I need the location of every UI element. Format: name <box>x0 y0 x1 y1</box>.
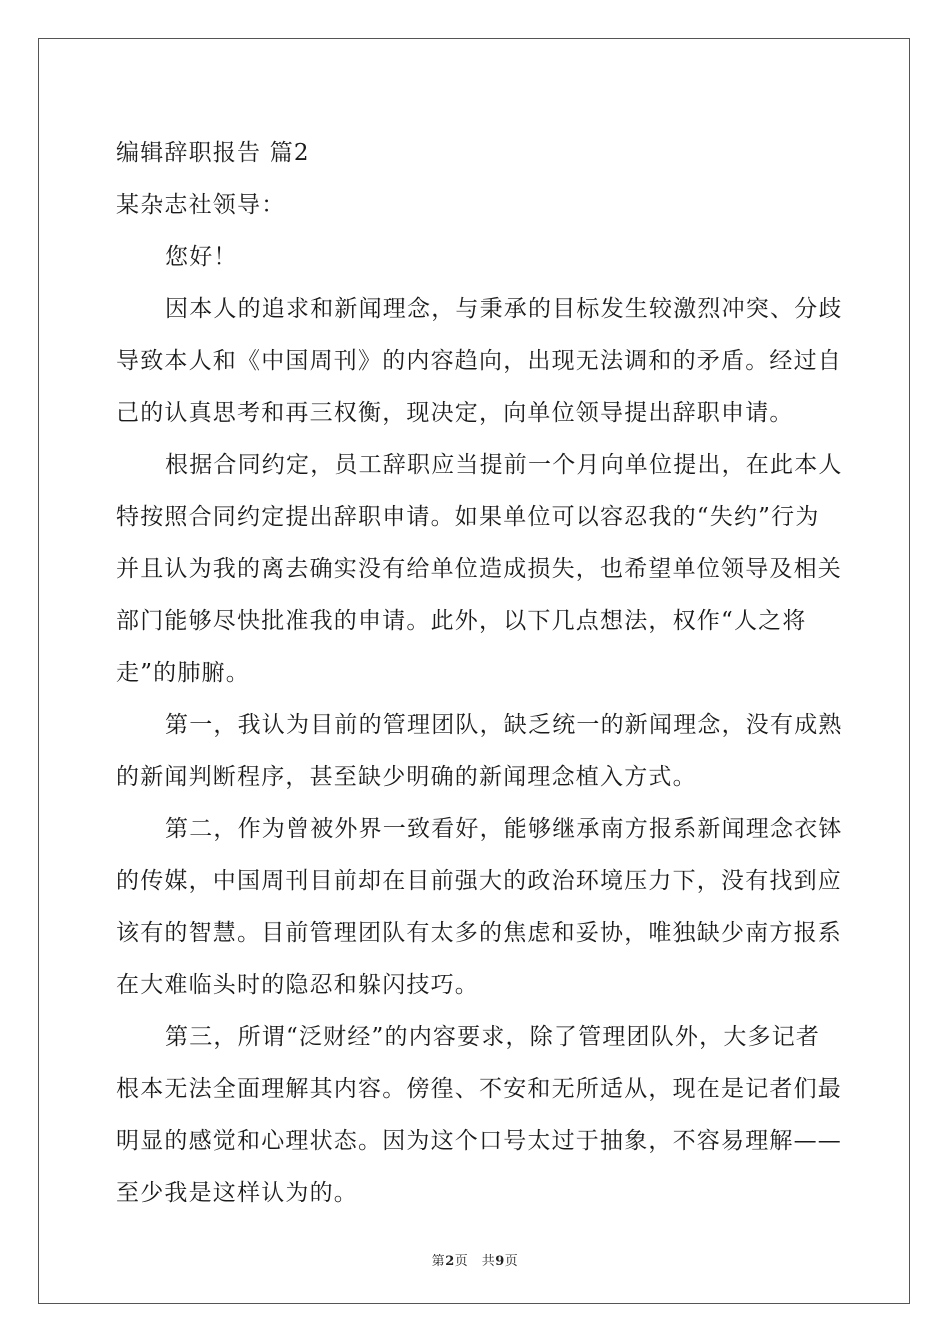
page-footer <box>0 1250 950 1269</box>
current-page-number: 2 <box>445 1254 455 1269</box>
paragraph-4 <box>116 803 843 1011</box>
paragraph-line: 因本人的追求和新闻理念，与秉承的目标发生较激烈冲突、分歧 <box>165 296 843 322</box>
salutation: 某杂志社领导： <box>116 192 286 218</box>
paragraph-line: 明显的感觉和心理状态。因为这个口号太过于抽象，不容易理解—— <box>116 1128 842 1154</box>
footer-suffix: 页 <box>504 1254 519 1269</box>
paragraph-line: 的新闻判断程序，甚至缺少明确的新闻理念植入方式。 <box>116 764 697 790</box>
paragraph-line: 的传媒，中国周刊目前却在目前强大的政治环境压力下，没有找到应 <box>116 868 842 894</box>
paragraph-line: 第三，所谓“泛财经”的内容要求，除了管理团队外，大多记者 <box>165 1024 821 1050</box>
footer-prefix: 第 <box>431 1254 446 1269</box>
paragraph-line: 并且认为我的离去确实没有给单位造成损失，也希望单位领导及相关 <box>116 556 842 582</box>
paragraph-line: 根本无法全面理解其内容。傍徨、不安和无所适从，现在是记者们最 <box>116 1076 842 1102</box>
paragraph-1 <box>116 283 843 439</box>
paragraph-line: 己的认真思考和再三权衡，现决定，向单位领导提出辞职申请。 <box>116 400 794 426</box>
paragraph-line: 走”的肺腑。 <box>116 660 250 686</box>
paragraph-line: 导致本人和《中国周刊》的内容趋向，出现无法调和的矛盾。经过自 <box>116 348 842 374</box>
paragraph-3 <box>116 699 843 803</box>
paragraph-line: 该有的智慧。目前管理团队有太多的焦虑和妥协，唯独缺少南方报系 <box>116 920 842 946</box>
paragraph-line: 特按照合同约定提出辞职申请。如果单位可以容忍我的“失约”行为 <box>116 504 820 530</box>
footer-middle: 页 共 <box>454 1254 496 1269</box>
paragraph-line: 根据合同约定，员工辞职应当提前一个月向单位提出，在此本人 <box>165 452 843 478</box>
paragraph-line: 部门能够尽快批准我的申请。此外，以下几点想法，权作“人之将 <box>116 608 807 634</box>
document-body <box>116 127 843 1219</box>
paragraph-2 <box>116 439 843 699</box>
paragraph-line: 在大难临头时的隐忍和躲闪技巧。 <box>116 972 479 998</box>
total-pages-number: 9 <box>495 1254 505 1269</box>
paragraph-line: 第二，作为曾被外界一致看好，能够继承南方报系新闻理念衣钵 <box>165 816 843 842</box>
document-title: 编辑辞职报告 篇2 <box>116 140 310 166</box>
paragraph-5 <box>116 1011 842 1219</box>
paragraph-line: 至少我是这样认为的。 <box>116 1180 358 1206</box>
paragraph-line: 第一，我认为目前的管理团队，缺乏统一的新闻理念，没有成熟 <box>165 712 843 738</box>
greeting: 您好！ <box>165 244 238 270</box>
